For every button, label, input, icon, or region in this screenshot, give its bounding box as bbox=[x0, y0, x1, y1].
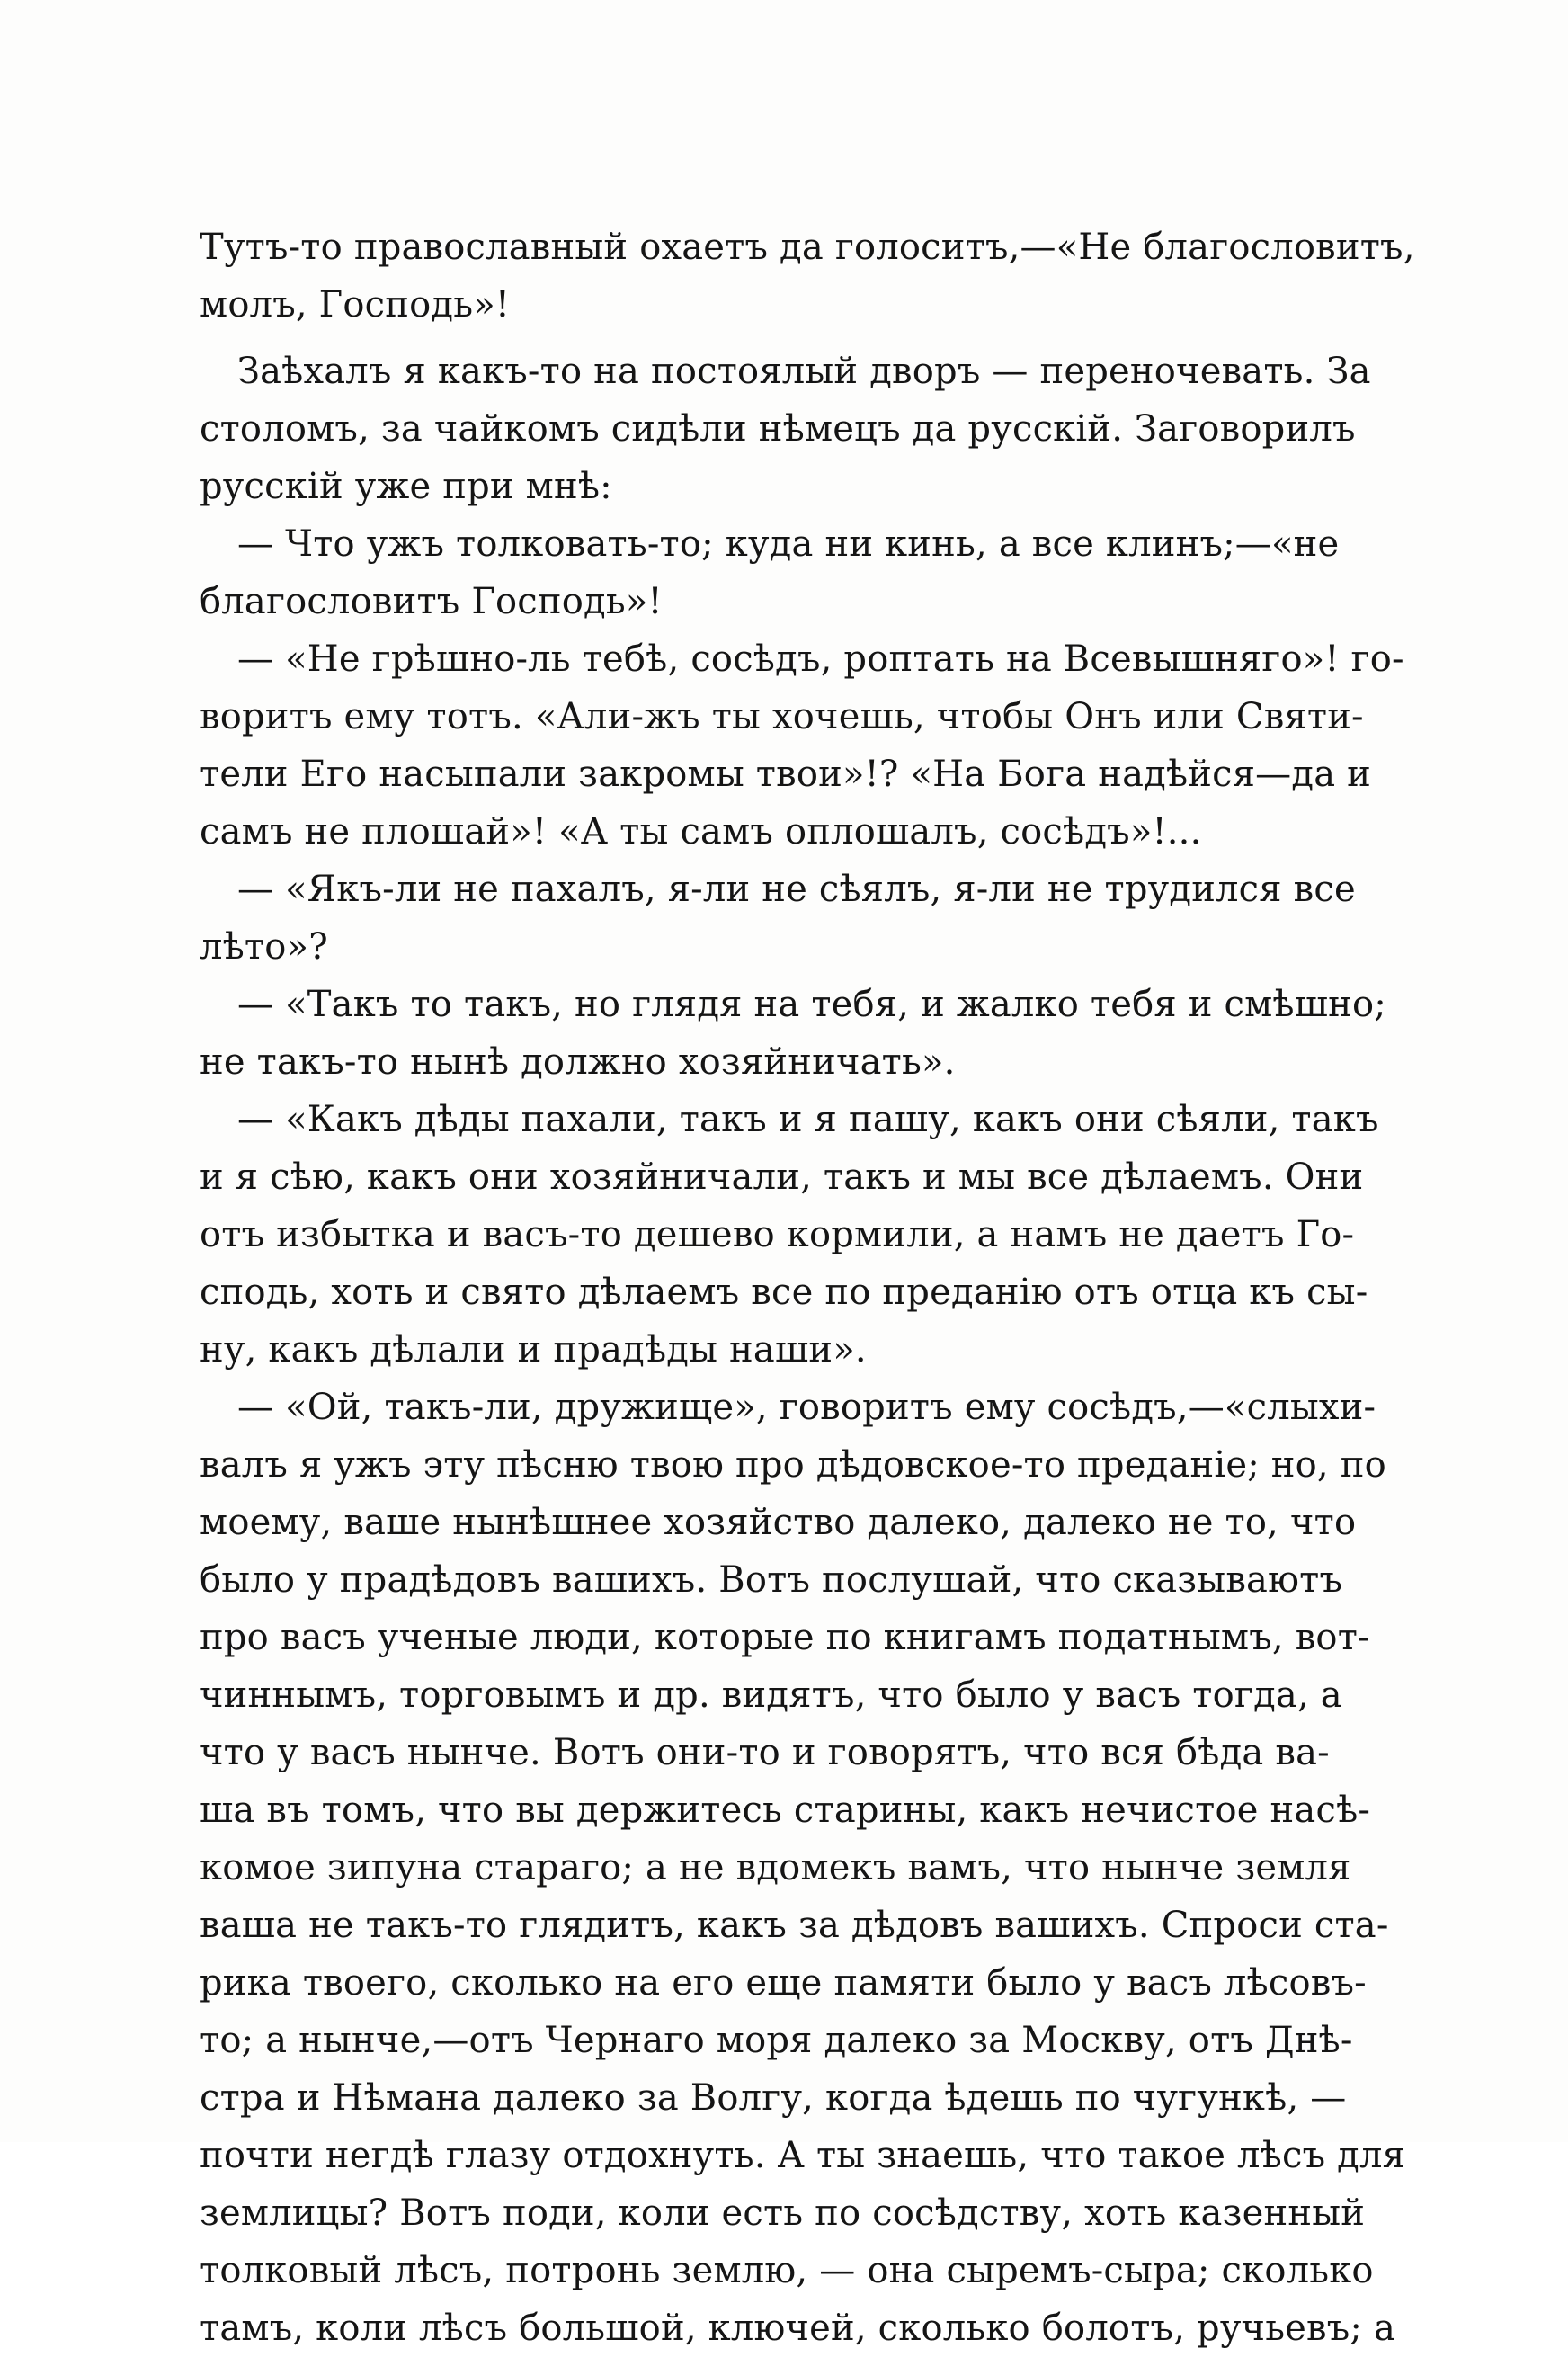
text-line: моему, ваше нынѣшнее хозяйство далеко, далеко не то, что bbox=[200, 1502, 1357, 1543]
text-line: почти негдѣ глазу отдохнуть. А ты знаешь, что такое лѣсъ для bbox=[200, 2135, 1406, 2176]
text-line: самъ не плошай»! «А ты самъ оплошалъ, сосѣдъ»!... bbox=[200, 811, 1202, 853]
text-line: чиннымъ, торговымъ и др. видятъ, что было у васъ тогда, а bbox=[200, 1674, 1342, 1716]
text-line: — Что ужъ толковать-то; куда ни кинь, а все клинъ;—«не bbox=[237, 523, 1340, 565]
text-line: рика твоего, сколько на его еще памяти было у васъ лѣсовъ- bbox=[200, 1962, 1367, 2004]
text-line: ну, какъ дѣлали и прадѣды наши». bbox=[200, 1329, 867, 1370]
text-line: столомъ, за чайкомъ сидѣли нѣмецъ да русскій. Заговорилъ bbox=[200, 408, 1356, 450]
text-line: не такъ-то нынѣ должно хозяйничать». bbox=[200, 1041, 956, 1083]
text-line: Тутъ-то православный охаетъ да голоситъ,—«Не благословитъ, bbox=[200, 227, 1415, 268]
text-line: валъ я ужъ эту пѣсню твою про дѣдовское-то преданіе; но, по bbox=[200, 1444, 1386, 1486]
text-line: про васъ ученые люди, которые по книгамъ податнымъ, вот- bbox=[200, 1617, 1370, 1658]
text-line: воритъ ему тотъ. «Али-жъ ты хочешь, чтобы Онъ или Святи- bbox=[200, 696, 1364, 737]
text-line: тамъ, коли лѣсъ большой, ключей, сколько болотъ, ручьевъ; а bbox=[200, 2308, 1396, 2349]
text-line: было у прадѣдовъ вашихъ. Вотъ послушай, что сказываютъ bbox=[200, 1559, 1343, 1601]
text-line: — «Ой, такъ-ли, дружище», говоритъ ему сосѣдъ,—«слыхи- bbox=[237, 1387, 1376, 1428]
text-line: то; а нынче,—отъ Чернаго моря далеко за Москву, отъ Днѣ- bbox=[200, 2020, 1353, 2061]
text-line: стра и Нѣмана далеко за Волгу, когда ѣдешь по чугункѣ, — bbox=[200, 2077, 1347, 2119]
text-line: — «Какъ дѣды пахали, такъ и я пашу, какъ они сѣяли, такъ bbox=[237, 1099, 1379, 1140]
text-line: землицы? Вотъ поди, коли есть по сосѣдству, хоть казенный bbox=[200, 2192, 1366, 2234]
text-line: сподь, хоть и свято дѣлаемъ все по преданію отъ отца къ сы- bbox=[200, 1272, 1368, 1313]
text-line: Заѣхалъ я какъ-то на постоялый дворъ — переночевать. За bbox=[237, 351, 1371, 392]
text-line: ваша не такъ-то глядитъ, какъ за дѣдовъ вашихъ. Спроси ста- bbox=[200, 1905, 1389, 1946]
text-line: отъ избытка и васъ-то дешево кормили, а намъ не даетъ Го- bbox=[200, 1214, 1355, 1255]
text-line: — «Такъ то такъ, но глядя на тебя, и жалко тебя и смѣшно; bbox=[237, 984, 1386, 1025]
text-line: тели Его насыпали закромы твои»!? «На Бога надѣйся—да и bbox=[200, 754, 1372, 795]
page-text bbox=[200, 219, 1415, 2357]
text-line: молъ, Господь»! bbox=[200, 284, 511, 326]
text-line: комое зипуна стараго; а не вдомекъ вамъ, что нынче земля bbox=[200, 1847, 1351, 1888]
text-line: и я сѣю, какъ они хозяйничали, такъ и мы все дѣлаемъ. Они bbox=[200, 1156, 1364, 1198]
text-line: — «Якъ-ли не пахалъ, я-ли не сѣялъ, я-ли не трудился все bbox=[237, 869, 1356, 910]
text-line: ша въ томъ, что вы держитесь старины, какъ нечистое насѣ- bbox=[200, 1790, 1371, 1831]
text-line: что у васъ нынче. Вотъ они-то и говорятъ, что вся бѣда ва- bbox=[200, 1732, 1330, 1773]
text-line: благословитъ Господь»! bbox=[200, 581, 663, 622]
text-line: лѣто»? bbox=[200, 926, 328, 968]
text-line: толковый лѣсъ, потронь землю, — она сыремъ-сыра; сколько bbox=[200, 2250, 1374, 2291]
text-line: — «Не грѣшно-ль тебѣ, сосѣдъ, роптать на Всевышняго»! го- bbox=[237, 638, 1404, 680]
text-line: русскій уже при мнѣ: bbox=[200, 466, 612, 507]
